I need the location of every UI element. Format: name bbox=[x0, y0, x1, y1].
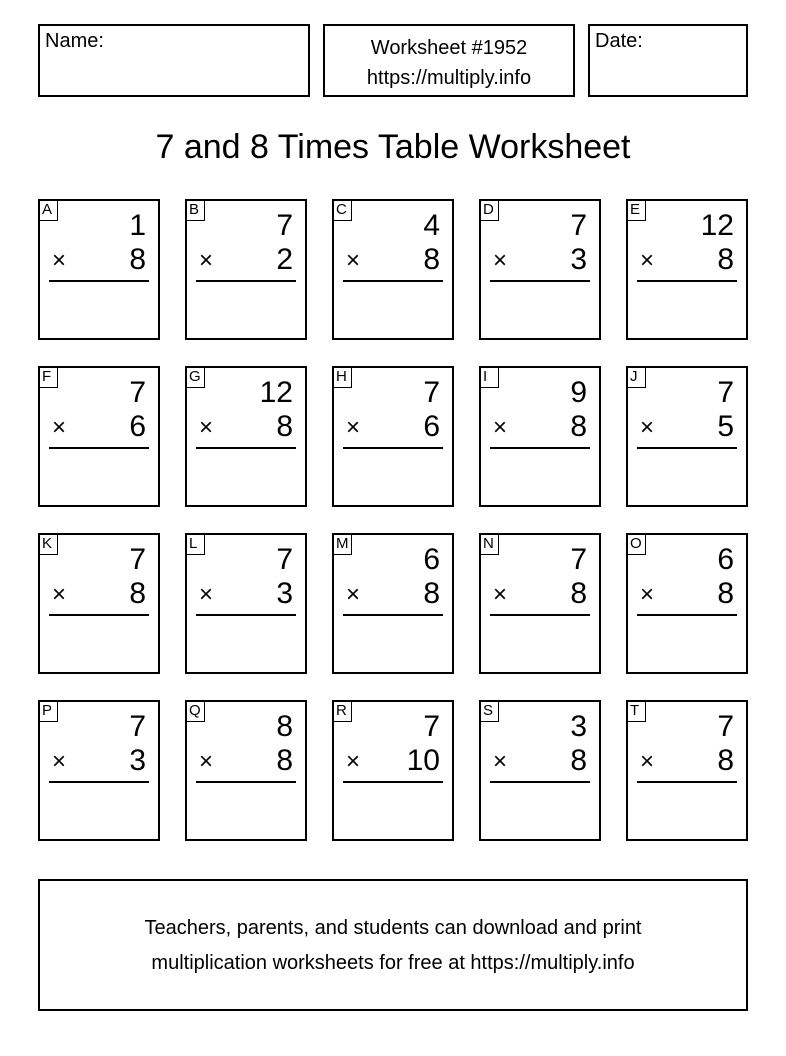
multiply-sign: × bbox=[493, 581, 508, 608]
answer-line bbox=[490, 280, 590, 282]
footer-line-2: multiplication worksheets for free at https://multiply.info bbox=[151, 952, 635, 974]
multiply-sign: × bbox=[493, 414, 508, 441]
multiply-sign: × bbox=[199, 247, 214, 274]
problem-letter: F bbox=[38, 366, 58, 388]
date-label: Date: bbox=[595, 30, 643, 52]
multiplier: 6 bbox=[129, 410, 146, 443]
answer-line bbox=[49, 614, 149, 616]
problem-letter: I bbox=[479, 366, 499, 388]
multiplicand: 7 bbox=[717, 710, 734, 743]
multiplier: 6 bbox=[423, 410, 440, 443]
page-title: 7 and 8 Times Table Worksheet bbox=[155, 128, 631, 166]
multiplicand: 7 bbox=[276, 209, 293, 242]
footer-line-1: Teachers, parents, and students can download and print bbox=[144, 917, 642, 939]
problem-letter: E bbox=[626, 199, 646, 221]
multiplicand: 7 bbox=[276, 543, 293, 576]
answer-line bbox=[343, 614, 443, 616]
multiply-sign: × bbox=[346, 748, 361, 775]
footer-note bbox=[38, 879, 748, 1011]
multiplicand: 7 bbox=[570, 543, 587, 576]
problem-f bbox=[38, 366, 160, 507]
multiply-sign: × bbox=[346, 414, 361, 441]
multiplier: 10 bbox=[406, 744, 440, 777]
multiply-sign: × bbox=[52, 247, 67, 274]
multiply-sign: × bbox=[346, 581, 361, 608]
problem-letter: T bbox=[626, 700, 646, 722]
problem-letter: K bbox=[38, 533, 58, 555]
multiplier: 8 bbox=[276, 744, 293, 777]
multiplicand: 7 bbox=[423, 376, 440, 409]
problem-g bbox=[185, 366, 307, 507]
multiply-sign: × bbox=[52, 748, 67, 775]
answer-line bbox=[343, 280, 443, 282]
multiply-sign: × bbox=[640, 414, 655, 441]
multiply-sign: × bbox=[199, 581, 214, 608]
multiplier: 3 bbox=[276, 577, 293, 610]
problem-letter: N bbox=[479, 533, 499, 555]
answer-line bbox=[196, 447, 296, 449]
multiplicand: 7 bbox=[423, 710, 440, 743]
multiplier: 8 bbox=[423, 577, 440, 610]
multiplicand: 12 bbox=[259, 376, 293, 409]
answer-line bbox=[49, 280, 149, 282]
problem-letter: P bbox=[38, 700, 58, 722]
worksheet-number: Worksheet #1952 bbox=[370, 37, 528, 59]
multiplicand: 7 bbox=[717, 376, 734, 409]
problem-m bbox=[332, 533, 454, 674]
problem-letter: S bbox=[479, 700, 499, 722]
multiplier: 8 bbox=[570, 410, 587, 443]
multiplicand: 6 bbox=[717, 543, 734, 576]
multiplicand: 1 bbox=[129, 209, 146, 242]
problem-letter: O bbox=[626, 533, 646, 555]
problem-i bbox=[479, 366, 601, 507]
problem-grid bbox=[38, 199, 748, 841]
multiplier: 3 bbox=[129, 744, 146, 777]
answer-line bbox=[196, 781, 296, 783]
multiplier: 8 bbox=[423, 243, 440, 276]
multiplicand: 9 bbox=[570, 376, 587, 409]
problem-r bbox=[332, 700, 454, 841]
worksheet-info-box bbox=[323, 24, 575, 97]
multiply-sign: × bbox=[640, 748, 655, 775]
answer-line bbox=[343, 447, 443, 449]
problem-d bbox=[479, 199, 601, 340]
answer-line bbox=[490, 614, 590, 616]
multiplicand: 7 bbox=[129, 710, 146, 743]
problem-letter: D bbox=[479, 199, 499, 221]
problem-letter: B bbox=[185, 199, 205, 221]
problem-letter: J bbox=[626, 366, 646, 388]
multiplicand: 3 bbox=[570, 710, 587, 743]
problem-letter: M bbox=[332, 533, 352, 555]
problem-c bbox=[332, 199, 454, 340]
multiplier: 8 bbox=[717, 577, 734, 610]
multiply-sign: × bbox=[346, 247, 361, 274]
multiplier: 5 bbox=[717, 410, 734, 443]
problem-letter: G bbox=[185, 366, 205, 388]
answer-line bbox=[637, 781, 737, 783]
problem-letter: Q bbox=[185, 700, 205, 722]
answer-line bbox=[196, 614, 296, 616]
problem-j bbox=[626, 366, 748, 507]
multiplicand: 12 bbox=[700, 209, 734, 242]
multiply-sign: × bbox=[52, 581, 67, 608]
multiplicand: 4 bbox=[423, 209, 440, 242]
multiplicand: 7 bbox=[570, 209, 587, 242]
problem-s bbox=[479, 700, 601, 841]
problem-p bbox=[38, 700, 160, 841]
multiplier: 8 bbox=[570, 744, 587, 777]
problem-q bbox=[185, 700, 307, 841]
problem-n bbox=[479, 533, 601, 674]
multiplicand: 7 bbox=[129, 543, 146, 576]
multiply-sign: × bbox=[493, 748, 508, 775]
multiplier: 8 bbox=[717, 243, 734, 276]
date-field-box bbox=[588, 24, 748, 97]
multiplicand: 7 bbox=[129, 376, 146, 409]
multiplicand: 6 bbox=[423, 543, 440, 576]
multiplier: 8 bbox=[717, 744, 734, 777]
answer-line bbox=[49, 447, 149, 449]
answer-line bbox=[637, 447, 737, 449]
multiply-sign: × bbox=[52, 414, 67, 441]
problem-a bbox=[38, 199, 160, 340]
problem-l bbox=[185, 533, 307, 674]
multiplier: 3 bbox=[570, 243, 587, 276]
answer-line bbox=[49, 781, 149, 783]
problem-e bbox=[626, 199, 748, 340]
problem-letter: H bbox=[332, 366, 352, 388]
multiplier: 8 bbox=[129, 243, 146, 276]
multiply-sign: × bbox=[199, 748, 214, 775]
multiply-sign: × bbox=[640, 581, 655, 608]
problem-letter: R bbox=[332, 700, 352, 722]
multiplier: 8 bbox=[570, 577, 587, 610]
multiplier: 8 bbox=[129, 577, 146, 610]
worksheet-url: https://multiply.info bbox=[366, 67, 532, 89]
problem-letter: C bbox=[332, 199, 352, 221]
multiplicand: 8 bbox=[276, 710, 293, 743]
multiplier: 2 bbox=[276, 243, 293, 276]
answer-line bbox=[637, 614, 737, 616]
problem-b bbox=[185, 199, 307, 340]
answer-line bbox=[343, 781, 443, 783]
name-label: Name: bbox=[45, 30, 104, 52]
problem-t bbox=[626, 700, 748, 841]
multiply-sign: × bbox=[640, 247, 655, 274]
multiply-sign: × bbox=[199, 414, 214, 441]
problem-letter: A bbox=[38, 199, 58, 221]
answer-line bbox=[490, 447, 590, 449]
multiply-sign: × bbox=[493, 247, 508, 274]
multiplier: 8 bbox=[276, 410, 293, 443]
problem-h bbox=[332, 366, 454, 507]
answer-line bbox=[637, 280, 737, 282]
problem-letter: L bbox=[185, 533, 205, 555]
problem-o bbox=[626, 533, 748, 674]
name-field-box bbox=[38, 24, 310, 97]
problem-k bbox=[38, 533, 160, 674]
answer-line bbox=[490, 781, 590, 783]
answer-line bbox=[196, 280, 296, 282]
